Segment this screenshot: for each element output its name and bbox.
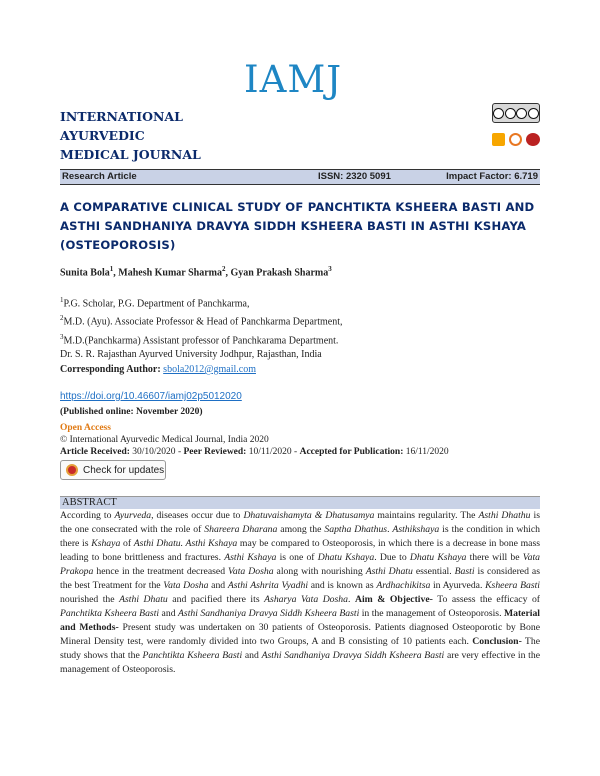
- impact-factor: Impact Factor: 6.719: [446, 171, 538, 182]
- corresponding-author: Corresponding Author: sbola2012@gmail.com: [60, 364, 256, 375]
- email-link[interactable]: sbola2012@gmail.com: [163, 364, 256, 375]
- article-title: A COMPARATIVE CLINICAL STUDY OF PANCHTIKTA KSHEERA BASTI AND ASTHI SANDHANIYA DRAVYA SIDDH KSHEERA BASTI IN ASTHI KSHAYA (OSTEOPOROSIS): [60, 200, 535, 252]
- journal-logo: IAMJ: [244, 58, 343, 101]
- header-bar: [60, 169, 540, 185]
- check-for-updates-button[interactable]: Check for updates: [60, 460, 166, 480]
- doi-link[interactable]: https://doi.org/10.46607/iamj02p5012020: [60, 391, 242, 402]
- license-badges: [492, 103, 540, 146]
- copyright: © International Ayurvedic Medical Journal, India 2020: [60, 435, 269, 445]
- article-dates: Article Received: 30/10/2020 - Peer Reviewed: 10/11/2020 - Accepted for Publication: 16/11/2020: [60, 447, 449, 457]
- article-type: Research Article: [62, 171, 137, 182]
- published-date: (Published online: November 2020): [60, 407, 203, 417]
- journal-name: INTERNATIONAL AYURVEDIC MEDICAL JOURNAL: [60, 109, 201, 162]
- open-access-label: Open Access: [60, 423, 111, 433]
- issn: ISSN: 2320 5091: [318, 171, 391, 182]
- cc-license-icon[interactable]: [492, 103, 540, 123]
- author-list: Sunita Bola$^1$, Mahesh Kumar Sharma$^2$, Gyan Prakash Sharma$^3$: [60, 265, 332, 279]
- affiliations: $^1$P.G. Scholar, P.G. Department of Panchkarma, $^2$M.D. (Ayu). Associate Professor & Head of Panchkarma Department, $^3$M.D.(Panchkarma) Assistant professor of Panchkarama Department. Dr. S. R. Rajasthan Ayurved University Jodhpur, Rajasthan, India: [60, 296, 343, 360]
- index-icon: [492, 133, 505, 146]
- open-access-icon: [509, 133, 522, 146]
- abstract-body: According to Ayurveda, diseases occur due to Dhatuvaishamyta & Dhatusamya maintains regularity. The Asthi Dhathu is the one consecrated with the role of Shareera Dharana among the Saptha Dhathus. Asthikshaya is the condition in which there is Kshaya of Asthi Dhatu. Asthi Kshaya may be compared to Osteoporosis, in which there is a decrease in bone mass leading to bone brittleness and fractures. Asthi Kshaya is one of Dhatu Kshaya. Due to Dhatu Kshaya there will be Vata Prakopa hence in the treatment decreased Vata Dosha along with nourishing Asthi Dhatu essential. Basti is considered as the best Treatment for the Vata Dosha and Asthi Ashrita Vyadhi and is known as Ardhachikitsa in Ayurveda. Ksheera Basti nourished the Asthi Dhatu and pacified there its Asharya Vata Dosha. Aim & Objective- To assess the efficacy of Panchtikta Ksheera Basti and Asthi Sandhaniya Dravya Siddh Ksheera Basti in the management of Osteoporosis. Material and Methods- Present study was undertaken on 30 patients of Osteoporosis. Patients diagnosed Osteoporotic by Bone Mineral Density test, were randomly divided into two Groups, A and B consisting of 10 patients each. Conclusion- The study shows that the Panchtikta Ksheera Basti and Asthi Sandhaniya Dravya Siddh Ksheera Basti are very effective in the management of Osteoporosis.: [60, 510, 541, 675]
- crossmark-icon: [66, 464, 78, 476]
- abstract-heading: ABSTRACT: [60, 496, 540, 509]
- indexing-icon: [526, 133, 540, 146]
